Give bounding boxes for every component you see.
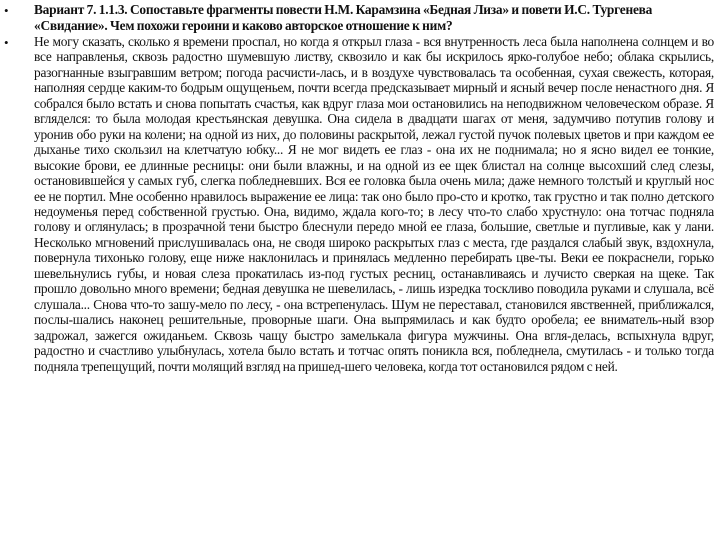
bullet-dot-icon: • xyxy=(4,35,9,50)
bullet-dot-icon: • xyxy=(4,3,9,18)
bullet-list xyxy=(0,2,720,374)
passage-text: Не могу сказать, сколько я времени проспал, но когда я открыл глаза - вся внутренность леса была наполнена солнцем и во все направленья, сквозь радостно шумевшую листву, сквозило и как бы искрилось ярко-голубое небо; облака скрылись, разогнанные взыгравшим ветром; погода расчисти-лась, и в воздухе чувствовалась та особенная, сухая свежесть, которая, наполняя сердце каким-то бодрым ощущеньем, почти всегда предсказывает мирный и ясный вечер после ненастного дня. Я собрался было встать и снова попытать счастья, как вдруг глаза мои остановились на неподвижном человеческом образе. Я вгляделся: то была молодая крестьянская девушка. Она сидела в двадцати шагах от меня, задумчиво потупив голову и уронив обо руки на колени; на одной из них, до половины раскрытой, лежал густой пучок полевых цветов и при каждом ее дыханье тихо скользил на клетчатую юбку... Я не мог видеть ее глаз - она их не поднимала; но я ясно видел ее тонкие, высокие брови, ее длинные ресницы: они были влажны, и на одной из ее щек блистал на солнце высохший след слезы, остановившейся у самых губ, слегка побледневших. Вся ее головка была очень мила; даже немного толстый и круглый нос ее не портил. Мне особенно нравилось выражение ее лица: так оно было про-сто и кротко, так грустно и так полно детского недоуменья перед собственной грустью. Она, видимо, ждала кого-то; в лесу что-то слабо хрустнуло: она тотчас подняла голову и оглянулась; в прозрачной тени быстро блеснули передо мной ее глаза, большие, светлые и пугливые, как у лани. Несколько мгновений прислушивалась она, не сводя широко раскрытых глаз с места, где раздался слабый звук, вздохнула, повернула тихонько голову, еще ниже наклонилась и принялась медленно перебирать цве-ты. Веки ее покраснели, горько шевельнулись губы, и новая слеза прокатилась из-под густых ресниц, останавливаясь и лучисто сверкая на щеке. Так прошло довольно много времени; бедная девушка не шевелилась, - лишь изредка тоскливо поводила руками и слушала, всё слушала... Снова что-то зашу-мело по лесу, - она встрепенулась. Шум не переставал, становился явственней, приближался, послы-шались наконец решительные, проворные шаги. Она выпрямилась и как будто оробела; ее вниматель-ный взор задрожал, зажегся ожиданьем. Сквозь чащу быстро замелькала фигура мужчины. Она вгля-делась, вспыхнула вдруг, радостно и счастливо улыбнулась, хотела было встать и тотчас опять поникла вся, побледнела, смутилась - и только тогда подняла трепещущий, почти молящий взгляд на пришед-шего человека, когда тот остановился рядом с ней. xyxy=(34,34,714,374)
question-heading: Вариант 7. 1.1.3. Сопоставьте фрагменты повести Н.М. Карамзина «Бедная Лиза» и повети И.С. Тургенева «Свидание». Чем похожи героини и каково авторское отношение к ним? xyxy=(34,2,653,33)
passage-bullet-item xyxy=(0,34,720,374)
question-bullet-item xyxy=(0,2,720,33)
